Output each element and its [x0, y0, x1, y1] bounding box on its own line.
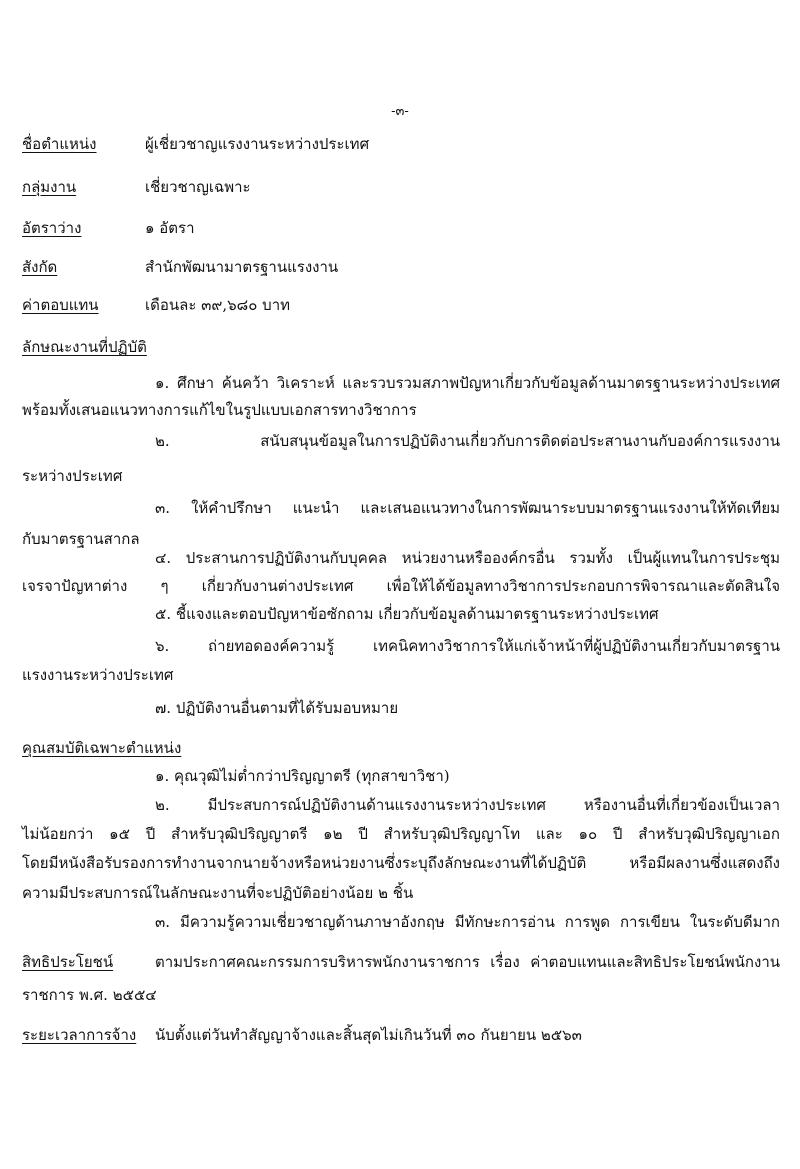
qualification-1-line-1: ๑. คุณวุฒิไม่ต่ำกว่าปริญญาตรี (ทุกสาขาวิชา) [155, 767, 450, 785]
pay-value: เดือนละ ๓๙,๖๘๐ บาท [145, 296, 291, 314]
office-label: สังกัด [22, 258, 58, 276]
rate-value: ๑ อัตรา [145, 219, 195, 237]
duty-3-line-2: กับมาตรฐานสากล [22, 530, 140, 548]
group-value: เชี่ยวชาญเฉพาะ [145, 178, 251, 196]
group-label: กลุ่มงาน [22, 178, 77, 196]
duty-3-line-1: ๓. ให้คำปรึกษา แนะนำ และเสนอแนวทางในการพัฒนาระบบมาตรฐานแรงงานให้ทัดเทียม [155, 499, 780, 517]
duty-1-line-1: ๑. ศึกษา ค้นคว้า วิเคราะห์ และรวบรวมสภาพปัญหาเกี่ยวกับข้อมูลด้านมาตรฐานระหว่างประเทศ [155, 374, 780, 392]
qualifications-heading: คุณสมบัติเฉพาะตำแหน่ง [22, 739, 182, 757]
duty-1-line-2: พร้อมทั้งเสนอแนวทางการแก้ไขในรูปแบบเอกสารทางวิชาการ [22, 401, 417, 419]
benefits-label: สิทธิประโยชน์ [22, 953, 114, 971]
duty-6-line-1: ๖. ถ่ายทอดองค์ความรู้ เทคนิคทางวิชาการให้แก่เจ้าหน้าที่ผู้ปฏิบัติงานเกี่ยวกับมาตรฐาน [155, 637, 780, 655]
term-label: ระยะเวลาการจ้าง [22, 1026, 137, 1044]
office-value: สำนักพัฒนามาตรฐานแรงงาน [145, 258, 339, 276]
rate-label: อัตราว่าง [22, 219, 82, 237]
qualification-2-line-3: โดยมีหนังสือรับรองการทำงานจากนายจ้างหรือหน่วยงานซึ่งระบุถึงลักษณะงานที่ได้ปฏิบัติ หรือมีผลงานซึ่งแสดงถึง [22, 854, 780, 872]
duty-4-line-2: เจรจาปัญหาต่าง ๆ เกี่ยวกับงานต่างประเทศ เพื่อให้ได้ข้อมูลทางวิชาการประกอบการพิจารณาและตัดสินใจ [22, 577, 780, 595]
benefits-value-line-2: ราชการ พ.ศ. ๒๕๕๔ [22, 986, 157, 1004]
benefits-value-line-1: ตามประกาศคณะกรรมการบริหารพนักงานราชการ เรื่อง ค่าตอบแทนและสิทธิประโยชน์พนักงาน [155, 953, 780, 971]
qualification-3-line-1: ๓. มีความรู้ความเชี่ยวชาญด้านภาษาอังกฤษ มีทักษะการอ่าน การพูด การเขียน ในระดับดีมาก [155, 913, 780, 931]
duty-7-line-1: ๗. ปฏิบัติงานอื่นตามที่ได้รับมอบหมาย [155, 699, 399, 717]
qualification-2-line-4: ความมีประสบการณ์ในลักษณะงานที่จะปฏิบัติอย่างน้อย ๒ ชิ้น [22, 884, 414, 902]
position-value: ผู้เชี่ยวชาญแรงงานระหว่างประเทศ [145, 135, 370, 153]
qualification-2-line-1: ๒. มีประสบการณ์ปฏิบัติงานด้านแรงงานระหว่างประเทศ หรืองานอื่นที่เกี่ยวข้องเป็นเวลา [155, 796, 780, 814]
pay-label: ค่าตอบแทน [22, 296, 99, 314]
duty-5-line-1: ๕. ชี้แจงและตอบปัญหาข้อซักถาม เกี่ยวกับข้อมูลด้านมาตรฐานระหว่างประเทศ [155, 605, 659, 623]
qualification-2-line-2: ไม่น้อยกว่า ๑๕ ปี สำหรับวุฒิปริญญาตรี ๑๒ ปี สำหรับวุฒิปริญญาโท และ ๑๐ ปี สำหรับวุฒิปริญญาเอก [22, 825, 780, 843]
duty-2-line-2: ระหว่างประเทศ [22, 467, 123, 485]
duties-heading: ลักษณะงานที่ปฏิบัติ [22, 338, 147, 356]
page-number: -๓- [391, 104, 409, 119]
duty-4-line-1: ๔. ประสานการปฏิบัติงานกับบุคคล หน่วยงานหรือองค์กรอื่น รวมทั้ง เป็นผู้แทนในการประชุม [155, 549, 780, 567]
duty-6-line-2: แรงงานระหว่างประเทศ [22, 666, 174, 684]
term-value: นับตั้งแต่วันทำสัญญาจ้างและสิ้นสุดไม่เกินวันที่ ๓๐ กันยายน ๒๕๖๓ [155, 1026, 582, 1044]
position-label: ชื่อตำแหน่ง [22, 135, 97, 153]
duty-2-line-1: ๒. สนับสนุนข้อมูลในการปฏิบัติงานเกี่ยวกับการติดต่อประสานงานกับองค์การแรงงาน [155, 432, 780, 450]
